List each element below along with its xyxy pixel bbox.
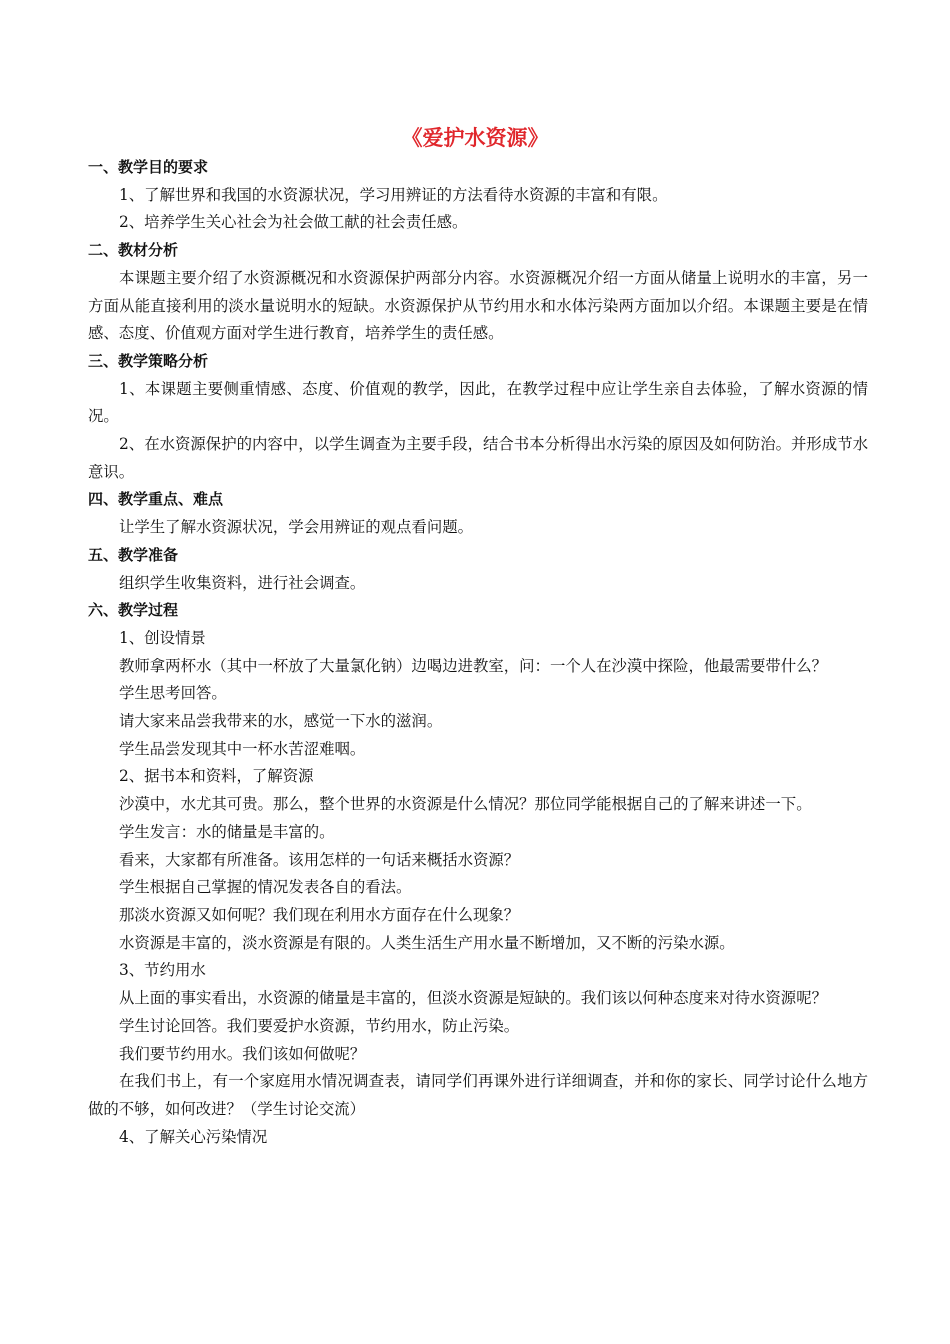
- paragraph: 那淡水资源又如何呢？我们现在利用水方面存在什么现象？: [119, 905, 520, 924]
- paragraph: 2、培养学生关心社会为社会做工献的社会责任感。: [119, 213, 468, 232]
- section-heading: 四、教学重点、难点: [88, 490, 224, 509]
- paragraph: 本课题主要介绍了水资源概况和水资源保护两部分内容。水资源概况介绍一方面从储量上说明水的丰富，另一方面从能直接利用的淡水量说明水的短缺。水资源保护从节约用水和水体污染两方面加以介绍。本课题主要是在情感、态度、价值观方面对学生进行教育，培养学生的责任感。: [88, 268, 868, 343]
- paragraph: 学生品尝发现其中一杯水苦涩难咽。: [119, 739, 366, 758]
- section-heading: 二、教材分析: [88, 241, 179, 260]
- paragraph: 从上面的事实看出，水资源的储量是丰富的，但淡水资源是短缺的。我们该以何种态度来对待水资源呢？: [119, 989, 827, 1008]
- paragraph: 3、节约用水: [119, 961, 206, 980]
- section-heading: 六、教学过程: [88, 601, 179, 620]
- section-heading: 三、教学策略分析: [88, 351, 209, 370]
- paragraph: 1、创设情景: [119, 628, 206, 647]
- paragraph: 2、在水资源保护的内容中，以学生调查为主要手段，结合书本分析得出水污染的原因及如何防治。并形成节水意识。: [88, 435, 868, 481]
- paragraph: 学生根据自己掌握的情况发表各自的看法。: [119, 878, 412, 897]
- document-title: 《爱护水资源》: [401, 126, 549, 150]
- paragraph: 1、了解世界和我国的水资源状况，学习用辨证的方法看待水资源的丰富和有限。: [119, 185, 668, 204]
- paragraph: 看来，大家都有所准备。该用怎样的一句话来概括水资源？: [119, 850, 520, 869]
- paragraph: 请大家来品尝我带来的水，感觉一下水的滋润。: [119, 712, 443, 731]
- paragraph: 教师拿两杯水（其中一杯放了大量氯化钠）边喝边进教室，问：一个人在沙漠中探险，他最需要带什么？: [119, 656, 827, 675]
- paragraph: 水资源是丰富的，淡水资源是有限的。人类生活生产用水量不断增加，又不断的污染水源。: [119, 933, 735, 952]
- section-heading: 五、教学准备: [88, 545, 179, 564]
- paragraph: 1、本课题主要侧重情感、态度、价值观的教学，因此，在教学过程中应让学生亲自去体验，了解水资源的情况。: [88, 379, 868, 426]
- document-body: [88, 154, 868, 1151]
- paragraph: 沙漠中，水尤其可贵。那么，整个世界的水资源是什么情况？那位同学能根据自己的了解来讲述一下。: [119, 795, 812, 814]
- paragraph: 2、据书本和资料，了解资源: [119, 767, 314, 786]
- paragraph: 让学生了解水资源状况，学会用辨证的观点看问题。: [119, 518, 473, 537]
- paragraph: 学生讨论回答。我们要爱护水资源，节约用水，防止污染。: [119, 1016, 520, 1035]
- section-heading: 一、教学目的要求: [88, 158, 209, 176]
- paragraph: 4、了解关心污染情况: [119, 1127, 268, 1146]
- paragraph: 学生思考回答。: [119, 684, 227, 703]
- paragraph: 学生发言：水的储量是丰富的。: [119, 822, 335, 841]
- paragraph: 组织学生收集资料，进行社会调查。: [119, 573, 366, 592]
- paragraph: 在我们书上，有一个家庭用水情况调查表，请同学们再课外进行详细调查，并和你的家长、同学讨论什么地方做的不够，如何改进？（学生讨论交流）: [88, 1072, 868, 1118]
- paragraph: 我们要节约用水。我们该如何做呢？: [119, 1044, 366, 1063]
